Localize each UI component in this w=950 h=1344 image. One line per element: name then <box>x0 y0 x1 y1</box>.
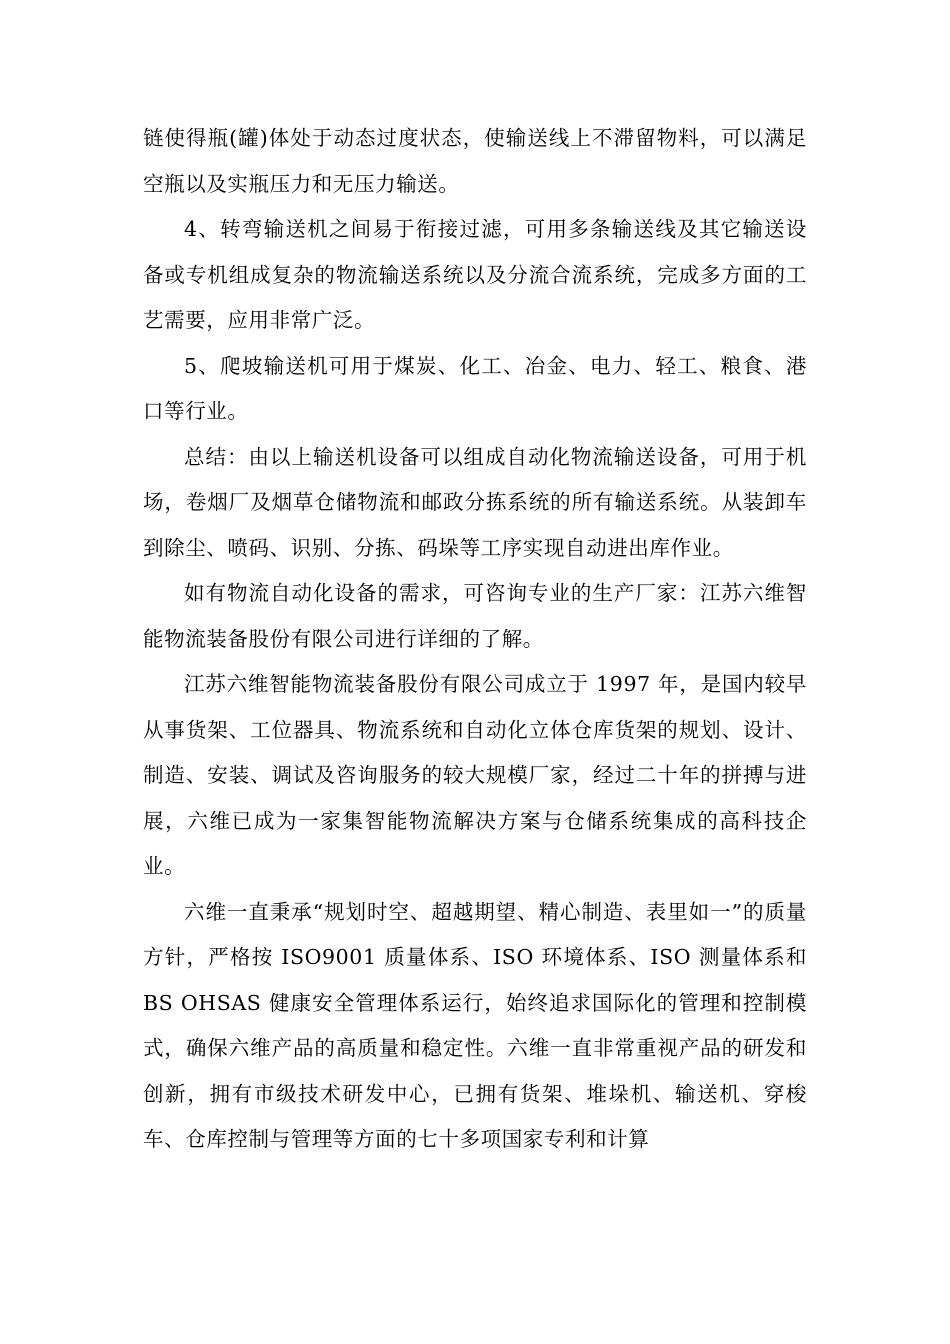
paragraph-3: 5、爬坡输送机可用于煤炭、化工、冶金、电力、轻工、粮食、港口等行业。 <box>143 353 807 423</box>
paragraph-5: 如有物流自动化设备的需求，可咨询专业的生产厂家：江苏六维智能物流装备股份有限公司进行详细的了解。 <box>143 581 807 651</box>
paragraph-6: 江苏六维智能物流装备股份有限公司成立于 1997 年，是国内较早从事货架、工位器具、物流系统和自动化立体仓库货架的规划、设计、制造、安装、调试及咨询服务的较大规模厂家，经过二十年的拼搏与进展，六维已成为一家集智能物流解决方案与仓储系统集成的高科技企业。 <box>143 672 807 878</box>
paragraph-4: 总结：由以上输送机设备可以组成自动化物流输送设备，可用于机场，卷烟厂及烟草仓储物流和邮政分拣系统的所有输送系统。从装卸车到除尘、喷码、识别、分拣、码垛等工序实现自动进出库作业。 <box>143 444 807 560</box>
paragraph-7: 六维一直秉承“规划时空、超越期望、精心制造、表里如一”的质量方针，严格按 ISO9001 质量体系、ISO 环境体系、ISO 测量体系和 BS OHSAS 健康安全管理体系运行，始终追求国际化的管理和控制模式，确保六维产品的高质量和稳定性。六维一直非常重视产品的研发和创新，拥有市级技术研发中心，已拥有货架、堆垛机、输送机、穿梭车、仓库控制与管理等方面的七十多项国家专利和计算 <box>143 899 807 1151</box>
document-body <box>143 116 807 1163</box>
paragraph-2: 4、转弯输送机之间易于衔接过滤，可用多条输送线及其它输送设备或专机组成复杂的物流输送系统以及分流合流系统，完成多方面的工艺需要，应用非常广泛。 <box>143 217 807 332</box>
paragraph-1: 链使得瓶(罐)体处于动态过度状态，使输送线上不滞留物料，可以满足空瓶以及实瓶压力和无压力输送。 <box>143 126 807 196</box>
